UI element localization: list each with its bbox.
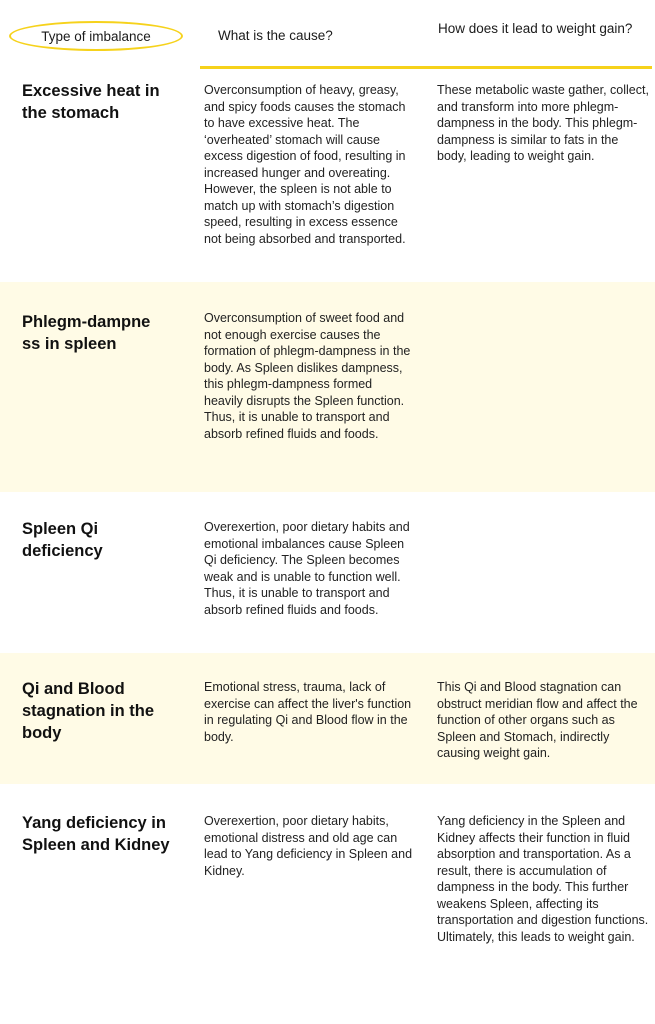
row-cause: Overconsumption of heavy, greasy, and spicy foods causes the stomach to have excessive heat. The ‘overheated’ stomach will cause excess digestion of food, resulting in increased hunger and overeating. However, the spleen is not able to match up with stomach’s digestion speed, resulting in excess essence not being absorbed and transported. <box>204 83 406 246</box>
row-title: Phlegm-dampne ss in spleen <box>22 313 151 353</box>
row-title: Qi and Blood stagnation in the body <box>22 680 154 742</box>
row-title: Excessive heat in the stomach <box>22 82 160 122</box>
type-header-label: Type of imbalance <box>41 28 151 44</box>
row-weight-gain: Yang deficiency in the Spleen and Kidney affects their function in fluid absorption and transportation. As a result, there is accumulation of dampness in the body. This further weakens Spleen, affecting its transportation and digestion functions. Ultimately, this leads to weight gain. <box>437 814 649 944</box>
row-cause: Overexertion, poor dietary habits, emotional distress and old age can lead to Yang deficiency in Spleen and Kidney. <box>204 814 413 878</box>
table-row <box>0 784 655 1024</box>
table-header <box>0 0 655 70</box>
table-row <box>0 492 655 653</box>
row-title: Yang deficiency in Spleen and Kidney <box>22 814 170 854</box>
row-weight-gain: These metabolic waste gather, collect, and transform into more phlegm-dampness in the body. This phlegm-dampness is similar to fats in the body, leading to weight gain. <box>437 83 649 163</box>
header-divider <box>200 66 652 69</box>
type-of-imbalance-header <box>9 21 183 51</box>
table-row <box>0 70 655 282</box>
weight-gain-header: How does it lead to weight gain? <box>438 21 633 36</box>
row-weight-gain: This Qi and Blood stagnation can obstruct meridian flow and affect the function of other organs such as Spleen and Stomach, indirectly causing weight gain. <box>437 680 638 760</box>
row-cause: Overexertion, poor dietary habits and emotional imbalances cause Spleen Qi deficiency. The Spleen becomes weak and is unable to function well. Thus, it is unable to transport and absorb refined fluids and foods. <box>204 520 410 617</box>
table-row <box>0 653 655 784</box>
row-cause: Emotional stress, trauma, lack of exercise can affect the liver's function in regulating Qi and Blood flow in the body. <box>204 680 412 744</box>
row-title: Spleen Qi deficiency <box>22 520 103 560</box>
cause-header: What is the cause? <box>218 28 333 43</box>
table-row <box>0 282 655 492</box>
row-cause: Overconsumption of sweet food and not enough exercise causes the formation of phlegm-dampness in the body. As Spleen dislikes dampness, this phlegm-dampness formed heavily disrupts the Spleen function. Thus, it is unable to transport and absorb refined fluids and foods. <box>204 311 411 441</box>
